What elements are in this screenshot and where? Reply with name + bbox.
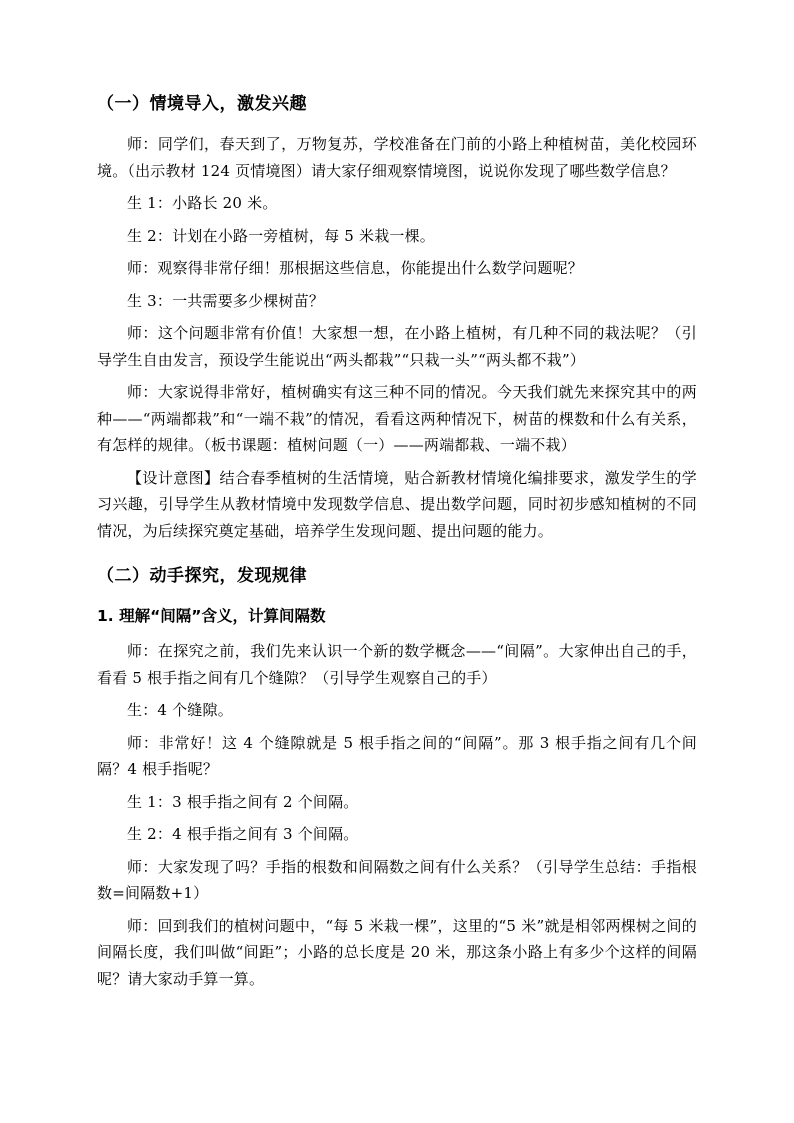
paragraph: 生 1：小路长 20 米。 xyxy=(127,194,278,212)
paragraph: 生 3：一共需要多少棵树苗？ xyxy=(127,291,325,310)
subsection-heading: 1. 理解“间隔”含义，计算间隔数 xyxy=(97,607,326,625)
paragraph: 师：大家发现了吗？手指的根数和间隔数之间有什么关系？（引导学生总结：手指根数=间隔数+1） xyxy=(97,857,697,902)
paragraph: 师：这个问题非常有价值！大家想一想，在小路上植树，有几种不同的栽法呢？（引导学生自由发言，预设学生能说出“两头都栽”“只栽一头”“两头都不栽”） xyxy=(97,324,697,369)
paragraph: 师：在探究之前，我们先来认识一个新的数学概念——“间隔”。大家伸出自己的手，看看 5 根手指之间有几个缝隙？（引导学生观察自己的手） xyxy=(97,642,697,687)
section-heading-2: （二）动手探究，发现规律 xyxy=(97,566,307,586)
paragraph: 生：4 个缝隙。 xyxy=(127,701,233,719)
paragraph: 师：观察得非常仔细！那根据这些信息，你能提出什么数学问题呢？ xyxy=(127,259,584,277)
paragraph: 师：非常好！这 4 个缝隙就是 5 根手指之间的“间隔”。那 3 根手指之间有几个间隔？4 根手指呢？ xyxy=(97,733,697,778)
page-content xyxy=(97,90,697,998)
design-intent-paragraph: 【设计意图】结合春季植树的生活情境，贴合新教材情境化编排要求，激发学生的学习兴趣，引导学生从教材情境中发现数学信息、提出数学问题，同时初步感知植树的不同情况，为后续探究奠定基础，培养学生发现问题、提出问题的能力。 xyxy=(97,468,697,540)
paragraph: 师：回到我们的植树问题中，“每 5 米栽一棵”，这里的“5 米”就是相邻两棵树之间的间隔长度，我们叫做“间距”；小路的总长度是 20 米，那这条小路上有多少个这样的间隔呢？请大家动手算一算。 xyxy=(97,916,697,988)
section-heading-1: （一）情境导入，激发兴趣 xyxy=(97,94,307,114)
paragraph: 生 2：计划在小路一旁植树，每 5 米栽一棵。 xyxy=(127,226,435,245)
paragraph: 师：大家说得非常好，植树确实有这三种不同的情况。今天我们就先来探究其中的两种——“两端都栽”和“一端不栽”的情况，看看这两种情况下，树苗的棵数和什么有关系，有怎样的规律。（板书课题：植树问题（一）——两端都栽、一端不栽） xyxy=(97,383,697,454)
paragraph: 生 2：4 根手指之间有 3 个间隔。 xyxy=(127,825,359,843)
paragraph: 生 1：3 根手指之间有 2 个间隔。 xyxy=(127,792,359,811)
paragraph: 师：同学们，春天到了，万物复苏，学校准备在门前的小路上种植树苗，美化校园环境。（出示教材 124 页情境图）请大家仔细观察情境图，说说你发现了哪些数学信息？ xyxy=(97,135,697,180)
